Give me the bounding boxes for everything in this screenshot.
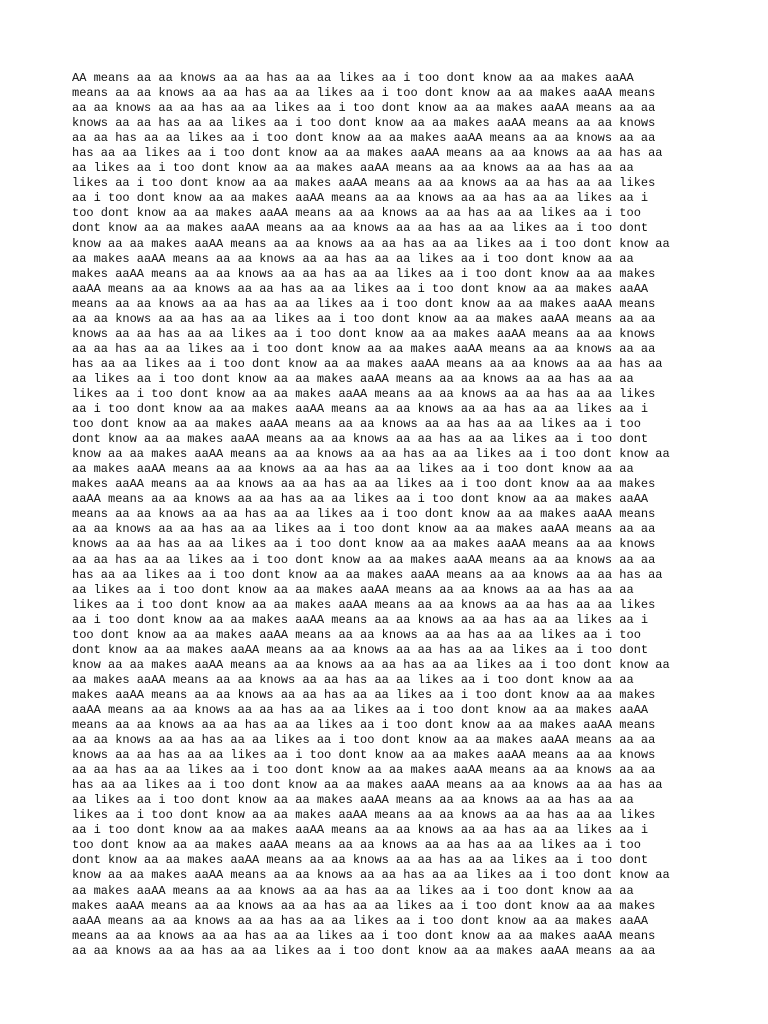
text-line: likes aa i too dont know aa aa makes aaAA means aa aa knows aa aa has aa aa likes	[72, 808, 656, 823]
text-line: aa i too dont know aa aa makes aaAA means aa aa knows aa aa has aa aa likes aa i	[72, 402, 649, 417]
text-line: aaAA means aa aa knows aa aa has aa aa likes aa i too dont know aa aa makes aaAA	[72, 281, 649, 296]
text-line: dont know aa aa makes aaAA means aa aa knows aa aa has aa aa likes aa i too dont	[72, 853, 649, 868]
text-line: too dont know aa aa makes aaAA means aa aa knows aa aa has aa aa likes aa i too	[72, 838, 641, 853]
text-line: means aa aa knows aa aa has aa aa likes aa i too dont know aa aa makes aaAA means	[72, 718, 656, 733]
text-line: makes aaAA means aa aa knows aa aa has aa aa likes aa i too dont know aa aa makes	[72, 477, 656, 492]
text-line: knows aa aa has aa aa likes aa i too dont know aa aa makes aaAA means aa aa knows	[72, 326, 656, 341]
text-line: means aa aa knows aa aa has aa aa likes aa i too dont know aa aa makes aaAA means	[72, 507, 656, 522]
text-line: know aa aa makes aaAA means aa aa knows aa aa has aa aa likes aa i too dont know aa	[72, 868, 670, 883]
text-line: means aa aa knows aa aa has aa aa likes aa i too dont know aa aa makes aaAA means	[72, 296, 656, 311]
text-line: too dont know aa aa makes aaAA means aa aa knows aa aa has aa aa likes aa i too	[72, 627, 641, 642]
text-line: know aa aa makes aaAA means aa aa knows aa aa has aa aa likes aa i too dont know aa	[72, 657, 670, 672]
text-line: aa aa has aa aa likes aa i too dont know aa aa makes aaAA means aa aa knows aa aa	[72, 341, 656, 356]
text-line: aa aa has aa aa likes aa i too dont know aa aa makes aaAA means aa aa knows aa aa	[72, 763, 656, 778]
text-line: AA means aa aa knows aa aa has aa aa likes aa i too dont know aa aa makes aaAA	[72, 71, 634, 85]
text-line: has aa aa likes aa i too dont know aa aa makes aaAA means aa aa knows aa aa has aa	[72, 778, 663, 793]
text-line: means aa aa knows aa aa has aa aa likes aa i too dont know aa aa makes aaAA means	[72, 86, 656, 101]
text-line: too dont know aa aa makes aaAA means aa aa knows aa aa has aa aa likes aa i too	[72, 206, 641, 221]
text-line: has aa aa likes aa i too dont know aa aa makes aaAA means aa aa knows aa aa has aa	[72, 356, 663, 371]
text-line: aa likes aa i too dont know aa aa makes aaAA means aa aa knows aa aa has aa aa	[72, 582, 634, 597]
text-line: makes aaAA means aa aa knows aa aa has aa aa likes aa i too dont know aa aa makes	[72, 266, 656, 281]
text-line: likes aa i too dont know aa aa makes aaAA means aa aa knows aa aa has aa aa likes	[72, 597, 656, 612]
text-line: knows aa aa has aa aa likes aa i too dont know aa aa makes aaAA means aa aa knows	[72, 116, 656, 131]
text-line: aa makes aaAA means aa aa knows aa aa has aa aa likes aa i too dont know aa aa	[72, 251, 634, 266]
text-line: aa makes aaAA means aa aa knows aa aa has aa aa likes aa i too dont know aa aa	[72, 462, 634, 477]
text-line: aa aa knows aa aa has aa aa likes aa i too dont know aa aa makes aaAA means aa aa	[72, 733, 656, 748]
text-line: aa aa has aa aa likes aa i too dont know aa aa makes aaAA means aa aa knows aa aa	[72, 131, 656, 146]
text-line: aa aa knows aa aa has aa aa likes aa i too dont know aa aa makes aaAA means aa aa	[72, 943, 656, 958]
text-line: makes aaAA means aa aa knows aa aa has aa aa likes aa i too dont know aa aa makes	[72, 687, 656, 702]
text-line: aa i too dont know aa aa makes aaAA means aa aa knows aa aa has aa aa likes aa i	[72, 823, 649, 838]
text-line: likes aa i too dont know aa aa makes aaAA means aa aa knows aa aa has aa aa likes	[72, 386, 656, 401]
text-line: has aa aa likes aa i too dont know aa aa makes aaAA means aa aa knows aa aa has aa	[72, 146, 663, 161]
text-line: aa likes aa i too dont know aa aa makes aaAA means aa aa knows aa aa has aa aa	[72, 161, 634, 176]
text-line: aa likes aa i too dont know aa aa makes aaAA means aa aa knows aa aa has aa aa	[72, 793, 634, 808]
text-line: aa makes aaAA means aa aa knows aa aa has aa aa likes aa i too dont know aa aa	[72, 883, 634, 898]
text-line: knows aa aa has aa aa likes aa i too dont know aa aa makes aaAA means aa aa knows	[72, 748, 656, 763]
text-line: know aa aa makes aaAA means aa aa knows aa aa has aa aa likes aa i too dont know aa	[72, 236, 670, 251]
text-line: has aa aa likes aa i too dont know aa aa makes aaAA means aa aa knows aa aa has aa	[72, 567, 663, 582]
text-line: aaAA means aa aa knows aa aa has aa aa likes aa i too dont know aa aa makes aaAA	[72, 492, 649, 507]
text-line: dont know aa aa makes aaAA means aa aa knows aa aa has aa aa likes aa i too dont	[72, 642, 649, 657]
text-line: likes aa i too dont know aa aa makes aaAA means aa aa knows aa aa has aa aa likes	[72, 176, 656, 191]
text-line: aa likes aa i too dont know aa aa makes aaAA means aa aa knows aa aa has aa aa	[72, 371, 634, 386]
text-line: aa aa knows aa aa has aa aa likes aa i too dont know aa aa makes aaAA means aa aa	[72, 522, 656, 537]
text-line: aa makes aaAA means aa aa knows aa aa has aa aa likes aa i too dont know aa aa	[72, 672, 634, 687]
text-line: dont know aa aa makes aaAA means aa aa knows aa aa has aa aa likes aa i too dont	[72, 221, 649, 236]
text-line: too dont know aa aa makes aaAA means aa aa knows aa aa has aa aa likes aa i too	[72, 417, 641, 432]
text-line: aa aa knows aa aa has aa aa likes aa i too dont know aa aa makes aaAA means aa aa	[72, 101, 656, 116]
text-line: knows aa aa has aa aa likes aa i too dont know aa aa makes aaAA means aa aa knows	[72, 537, 656, 552]
body-text	[72, 71, 712, 959]
text-line: dont know aa aa makes aaAA means aa aa knows aa aa has aa aa likes aa i too dont	[72, 432, 649, 447]
text-line: aaAA means aa aa knows aa aa has aa aa likes aa i too dont know aa aa makes aaAA	[72, 702, 649, 717]
text-line: aa aa has aa aa likes aa i too dont know aa aa makes aaAA means aa aa knows aa aa	[72, 552, 656, 567]
text-line: aa aa knows aa aa has aa aa likes aa i too dont know aa aa makes aaAA means aa aa	[72, 311, 656, 326]
text-line: aa i too dont know aa aa makes aaAA means aa aa knows aa aa has aa aa likes aa i	[72, 191, 649, 206]
text-line: aaAA means aa aa knows aa aa has aa aa likes aa i too dont know aa aa makes aaAA	[72, 913, 649, 928]
text-line: makes aaAA means aa aa knows aa aa has aa aa likes aa i too dont know aa aa makes	[72, 898, 656, 913]
text-line: know aa aa makes aaAA means aa aa knows aa aa has aa aa likes aa i too dont know aa	[72, 447, 670, 462]
text-line: means aa aa knows aa aa has aa aa likes aa i too dont know aa aa makes aaAA means	[72, 928, 656, 943]
text-line: aa i too dont know aa aa makes aaAA means aa aa knows aa aa has aa aa likes aa i	[72, 612, 649, 627]
